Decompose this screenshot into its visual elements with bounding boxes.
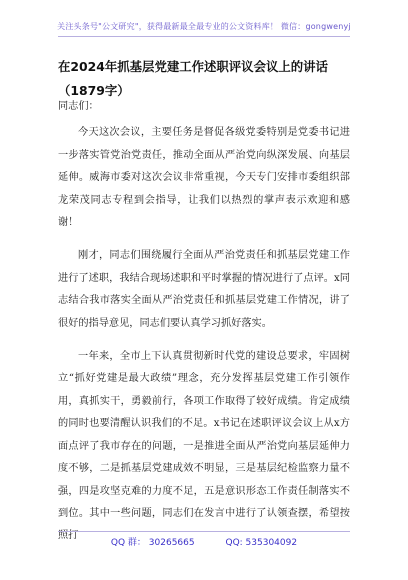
paragraph-1: 今天这次会议，主要任务是督促各级党委特别是党委书记进一步落实管党治党责任，推动全面从严治党向纵深发展、向基层延伸。威海市委对这次会议非常重视，今天专门安排市委组织部龙荣茂同志专程到会指导，让我们以热烈的掌声表示欢迎和感谢！ — [58, 127, 350, 229]
header-divider — [58, 36, 350, 37]
footer-divider — [58, 531, 350, 532]
paragraph-3: 一年来，全市上下认真贯彻新时代党的建设总要求，牢固树立“抓好党建是最大政绩”理念，充分发挥基层党建工作引领作用，真抓实干，勇毅前行，各项工作取得了较好成绩。肯定成绩的同时也要清醒认识我们的不足。x书记在述职评议会议上从x方面点评了我市存在的问题，一是推进全面从严治党向基层延伸力度不够，二是抓基层党建成效不明显，三是基层纪检监察力量不强，四是攻坚克难的力度不足，五是意识形态工作责任制落实不到位。其中一些问题，同志们在发言中进行了认领查摆，希望按照打 — [58, 351, 350, 542]
document-title: 在2024年抓基层党建工作述职评议会议上的讲话（1879字） — [58, 59, 328, 98]
page-footer — [0, 535, 408, 548]
document-body — [58, 96, 350, 548]
page-header: 关注头条号"公文研究"，获得最新最全最专业的公文资料库！ 微信：gongwenyj — [57, 22, 351, 31]
footer-qq: QQ: 535304092 — [225, 538, 298, 548]
footer-qq-group: QQ 群： 30265665 — [110, 538, 195, 548]
paragraph-2: 刚才，同志们围绕履行全面从严治党责任和抓基层党建工作进行了述职，我结合现场述职和平时掌握的情况进行了点评。x同志结合我市落实全面从严治党责任和抓基层党建工作情况，讲了很好的指导意见，同志们要认真学习抓好落实。 — [58, 250, 350, 329]
greeting: 同志们： — [58, 101, 99, 112]
